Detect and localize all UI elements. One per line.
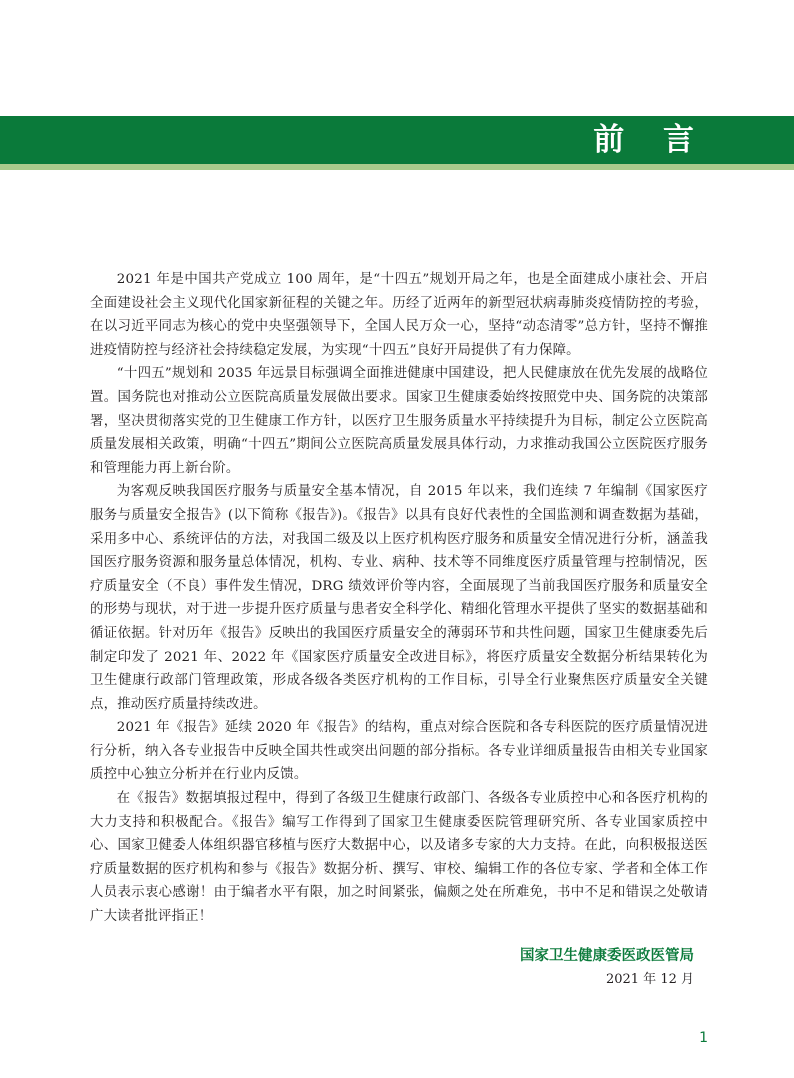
signature-date: 2021 年 12 月 xyxy=(605,972,694,987)
signature-organization: 国家卫生健康委医政医管局 xyxy=(520,948,694,964)
paragraph: 2021 年《报告》延续 2020 年《报告》的结构，重点对综合医院和各专科医院的医疗质量情况进行分析，纳入各专业报告中反映全国共性或突出问题的部分指标。各专业详细质量报告由相关专业国家质控中心独立分析并在行业内反馈。 xyxy=(90,720,708,783)
paragraph: 在《报告》数据填报过程中，得到了各级卫生健康行政部门、各级各专业质控中心和各医疗机构的大力支持和积极配合。《报告》编写工作得到了国家卫生健康委医院管理研究所、各专业国家质控中心、国家卫健委人体组织器官移植与医疗大数据中心，以及诸多专家的大力支持。在此，向积极报送医疗质量数据的医疗机构和参与《报告》数据分析、撰写、审校、编辑工作的各位专家、学者和全体工作人员表示衷心感谢！由于编者水平有限，加之时间紧张，偏颇之处在所难免，书中不足和错误之处敬请广大读者批评指正！ xyxy=(90,791,708,925)
header-stripe xyxy=(0,164,794,170)
paragraph: 为客观反映我国医疗服务与质量安全基本情况，自 2015 年以来，我们连续 7 年编制《国家医疗服务与质量安全报告》(以下简称《报告》)。《报告》以具有良好代表性的全国监测和调查数据为基础，采用多中心、系统评估的方法，对我国二级及以上医疗机构医疗服务和质量安全情况进行分析，涵盖我国医疗服务资源和服务量总体情况，机构、专业、病种、技术等不同维度医疗质量管理与控制情况，医疗质量安全（不良）事件发生情况，DRG 绩效评价等内容，全面展现了当前我国医疗服务和质量安全的形势与现状，对于进一步提升医疗质量与患者安全科学化、精细化管理水平提供了坚实的数据基础和循证依据。针对历年《报告》反映出的我国医疗质量安全的薄弱环节和共性问题，国家卫生健康委先后制定印发了 2021 年、2022 年《国家医疗质量安全改进目标》，将医疗质量安全数据分析结果转化为卫生健康行政部门管理政策，形成各级各类医疗机构的工作目标，引导全行业聚焦医疗质量安全关键点，推动医疗质量持续改进。 xyxy=(90,484,708,712)
paragraph: 2021 年是中国共产党成立 100 周年，是“十四五”规划开局之年，也是全面建成小康社会、开启全面建设社会主义现代化国家新征程的关键之年。历经了近两年的新型冠状病毒肺炎疫情防控的考验，在以习近平同志为核心的党中央坚强领导下，全国人民万众一心，坚持“动态清零”总方针，坚持不懈推进疫情防控与经济社会持续稳定发展，为实现“十四五”良好开局提供了有力保障。 xyxy=(90,272,708,358)
page-title: 前 言 xyxy=(593,122,708,158)
signature-block xyxy=(520,945,694,991)
preface-body xyxy=(90,268,708,929)
page-number: 1 xyxy=(699,1030,708,1046)
paragraph: “十四五”规划和 2035 年远景目标强调全面推进健康中国建设，把人民健康放在优先发展的战略位置。国务院也对推动公立医院高质量发展做出要求。国家卫生健康委始终按照党中央、国务院的决策部署，坚决贯彻落实党的卫生健康工作方针，以医疗卫生服务质量水平持续提升为目标，制定公立医院高质量发展相关政策，明确“十四五”期间公立医院高质量发展具体行动，力求推动我国公立医院医疗服务和管理能力再上新台阶。 xyxy=(90,366,708,476)
